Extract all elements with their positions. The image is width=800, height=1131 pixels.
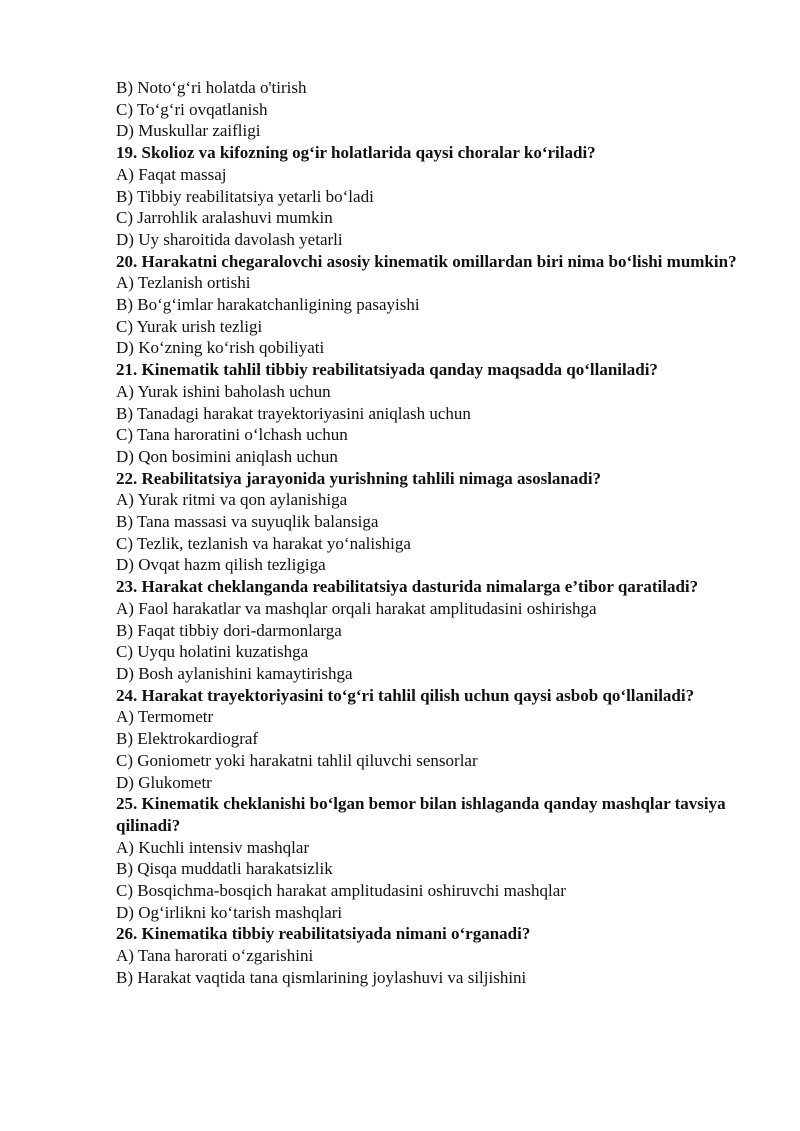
question-19: 19. Skolioz va kifozning og‘ir holatlarida qaysi choralar ko‘riladi? — [116, 143, 596, 163]
option-b-q23: B) Faqat tibbiy dori-darmonlarga — [116, 620, 342, 640]
question-26: 26. Kinematika tibbiy reabilitatsiyada nimani o‘rganadi? — [116, 924, 531, 944]
option-b-q26: B) Harakat vaqtida tana qismlarining joylashuvi va siljishini — [116, 967, 527, 987]
option-b-q24: B) Elektrokardiograf — [116, 729, 259, 749]
option-c-q22: C) Tezlik, tezlanish va harakat yo‘nalishiga — [116, 533, 411, 553]
option-b-q20: B) Bo‘g‘imlar harakatchanligining pasayishi — [116, 295, 420, 315]
option-a-q24: A) Termometr — [116, 707, 214, 727]
option-b-q22: B) Tana massasi va suyuqlik balansiga — [116, 512, 379, 532]
option-d-q25: D) Og‘irlikni ko‘tarish mashqlari — [116, 902, 343, 922]
option-c-q23: C) Uyqu holatini kuzatishga — [116, 642, 309, 662]
option-b-q19: B) Tibbiy reabilitatsiya yetarli bo‘ladi — [116, 186, 374, 206]
option-a-q19: A) Faqat massaj — [116, 164, 227, 184]
option-d-q19: D) Uy sharoitida davolash yetarli — [116, 229, 343, 249]
option-b-q25: B) Qisqa muddatli harakatsizlik — [116, 859, 333, 879]
option-a-q26: A) Tana harorati o‘zgarishini — [116, 946, 314, 966]
question-23: 23. Harakat cheklanganda reabilitatsiya dasturida nimalarga e’tibor qaratiladi? — [116, 577, 699, 597]
option-a-q25: A) Kuchli intensiv mashqlar — [116, 837, 310, 857]
option-d-q23: D) Bosh aylanishini kamaytirishga — [116, 663, 353, 683]
option-c-q19: C) Jarrohlik aralashuvi mumkin — [116, 208, 333, 228]
option-a-q23: A) Faol harakatlar va mashqlar orqali harakat amplitudasini oshirishga — [116, 598, 597, 618]
option-a-q22: A) Yurak ritmi va qon aylanishiga — [116, 490, 348, 510]
option-c-q20: C) Yurak urish tezligi — [116, 316, 263, 336]
option-d-q18: D) Muskullar zaifligi — [116, 121, 261, 141]
question-24: 24. Harakat trayektoriyasini to‘g‘ri tahlil qilish uchun qaysi asbob qo‘llaniladi? — [116, 685, 695, 705]
question-20: 20. Harakatni chegaralovchi asosiy kinematik omillardan biri nima bo‘lishi mumkin? — [116, 251, 737, 271]
option-a-q21: A) Yurak ishini baholash uchun — [116, 381, 331, 401]
option-c-q25: C) Bosqichma-bosqich harakat amplitudasini oshiruvchi mashqlar — [116, 881, 566, 901]
question-22: 22. Reabilitatsiya jarayonida yurishning tahlili nimaga asoslanadi? — [116, 468, 602, 488]
option-a-q20: A) Tezlanish ortishi — [116, 273, 251, 293]
option-b-q18: B) Noto‘g‘ri holatda o'tirish — [116, 78, 307, 97]
option-d-q21: D) Qon bosimini aniqlash uchun — [116, 446, 338, 466]
option-d-q20: D) Ko‘zning ko‘rish qobiliyati — [116, 338, 325, 358]
option-b-q21: B) Tanadagi harakat trayektoriyasini aniqlash uchun — [116, 403, 471, 423]
option-c-q21: C) Tana haroratini o‘lchash uchun — [116, 425, 348, 445]
option-c-q24: C) Goniometr yoki harakatni tahlil qiluvchi sensorlar — [116, 750, 478, 770]
question-25: 25. Kinematik cheklanishi bo‘lgan bemor bilan ishlaganda qanday mashqlar tavsiya qilinadi? — [116, 794, 726, 835]
option-d-q24: D) Glukometr — [116, 772, 212, 792]
question-21: 21. Kinematik tahlil tibbiy reabilitatsiyada qanday maqsadda qo‘llaniladi? — [116, 360, 658, 380]
option-d-q22: D) Ovqat hazm qilish tezligiga — [116, 555, 326, 575]
option-c-q18: C) To‘g‘ri ovqatlanish — [116, 99, 268, 119]
